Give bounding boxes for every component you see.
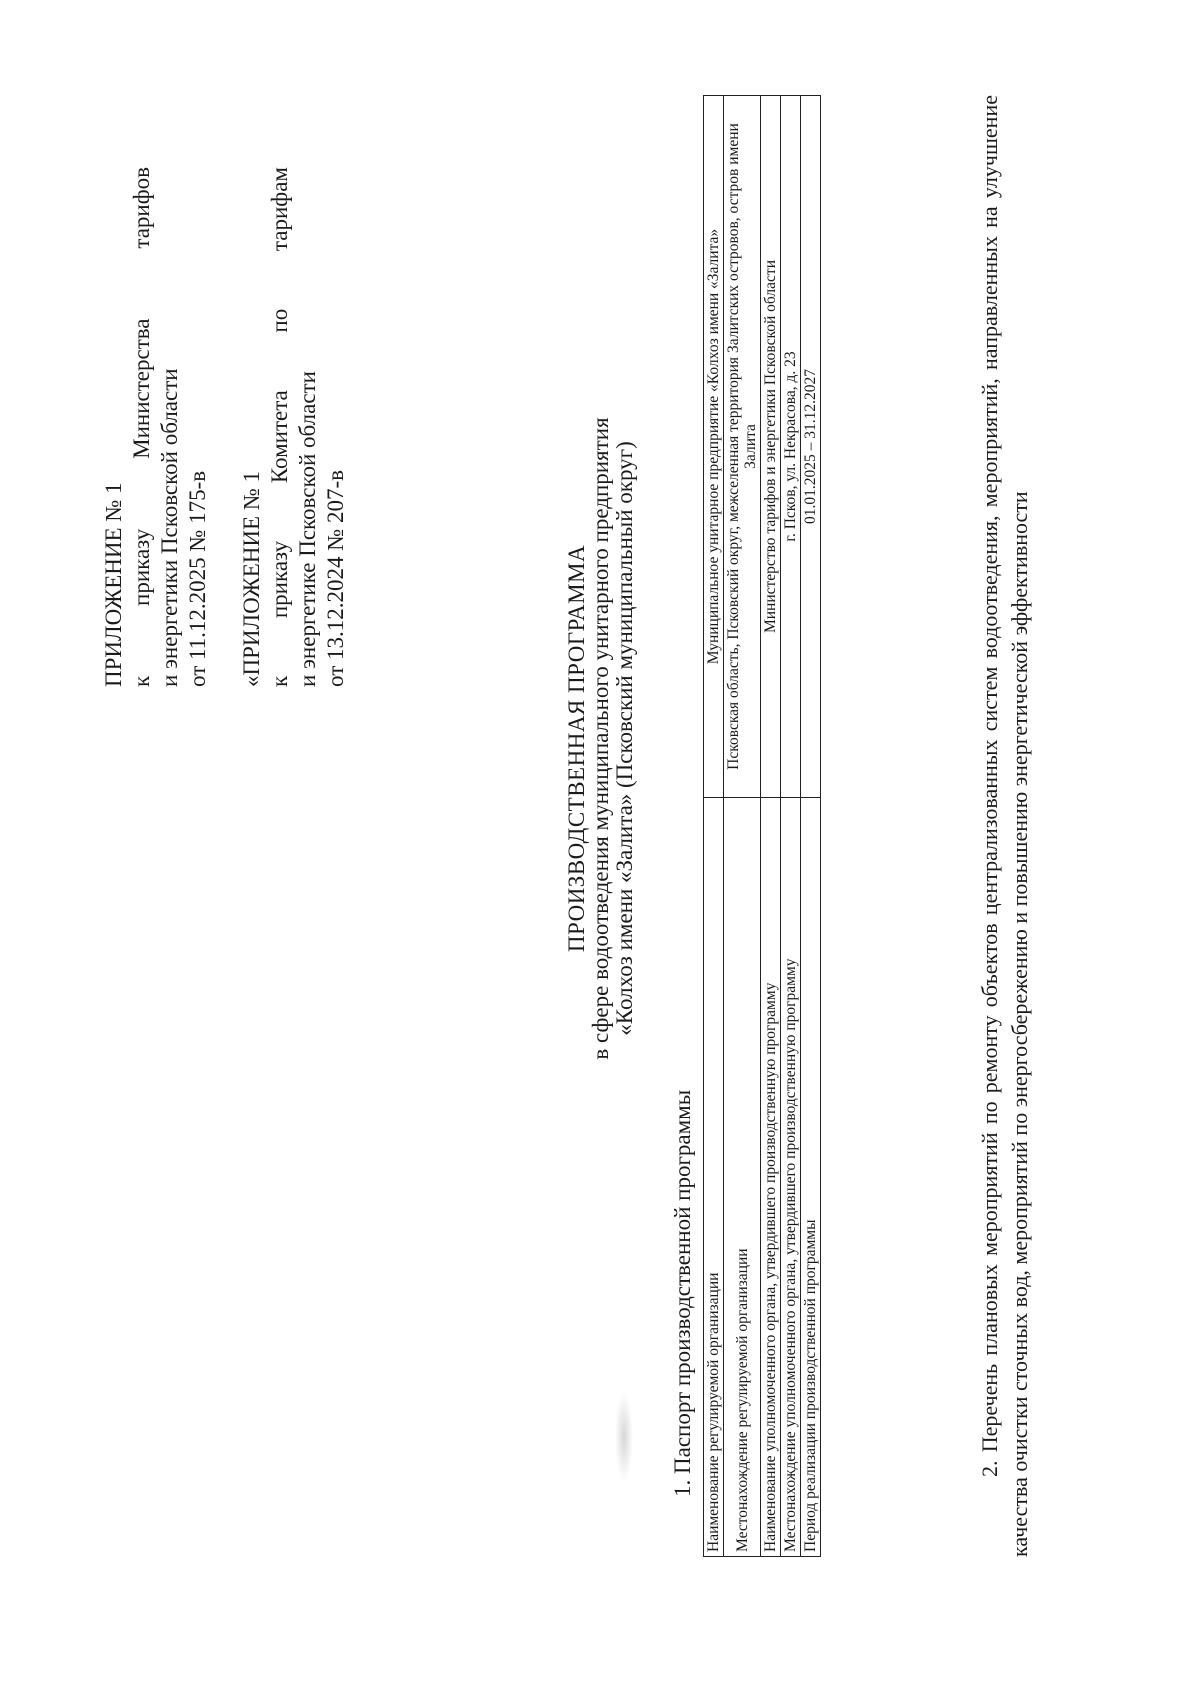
table-cell-value: 01.01.2025 – 31.12.2027 bbox=[801, 96, 821, 798]
table-row bbox=[704, 96, 724, 1557]
previous-appendix-authority: и энергетике Псковской области bbox=[295, 371, 320, 687]
appendix-order-line bbox=[128, 167, 156, 687]
appendix-word: по bbox=[267, 308, 292, 333]
previous-appendix-title: «ПРИЛОЖЕНИЕ № 1 bbox=[239, 470, 264, 687]
section1-heading: 1. Паспорт производственной программы bbox=[670, 1089, 695, 1497]
section2-paragraph bbox=[975, 95, 1035, 1557]
previous-appendix-date: от 13.12.2024 № 207-в bbox=[323, 470, 348, 687]
table-cell-key: Наименование регулируемой организации bbox=[704, 798, 724, 1557]
table-cell-key: Период реализации производственной программы bbox=[801, 798, 821, 1557]
table-cell-key: Наименование уполномоченного органа, утвердившего производственную программу bbox=[761, 798, 781, 1557]
appendix-word: Министерства bbox=[129, 318, 154, 459]
program-organization: «Колхоз имени «Залита» (Псковский муниципальный округ) bbox=[612, 441, 637, 1036]
passport-table bbox=[703, 95, 821, 1557]
section2-text: 2. Перечень плановых мероприятий по ремонту объектов централизованных систем водоотведения, мероприятий, направленных на улучшение качества очистки сточных вод, мероприятий по энергосбережению и повышению энергетической эффективности bbox=[977, 95, 1032, 1557]
appendix-title: ПРИЛОЖЕНИЕ № 1 bbox=[101, 482, 126, 687]
table-row bbox=[801, 96, 821, 1557]
appendix-word: к bbox=[129, 675, 154, 687]
appendix-word: приказу bbox=[129, 528, 154, 606]
table-cell-value: Министерство тарифов и энергетики Псковской области bbox=[761, 96, 781, 798]
appendix-word: Комитета bbox=[267, 390, 292, 484]
appendix-word: тарифам bbox=[267, 167, 292, 252]
table-row bbox=[781, 96, 801, 1557]
appendix-word: к bbox=[267, 675, 292, 687]
table-row bbox=[724, 96, 761, 1557]
table-cell-key: Местонахождение регулируемой организации bbox=[724, 798, 761, 1557]
appendix-word: тарифов bbox=[129, 167, 154, 249]
previous-appendix-order-line bbox=[266, 167, 294, 687]
appendix-word: приказу bbox=[267, 540, 292, 619]
table-cell-value: Псковская область, Псковский округ, межселенная территория Залитских островов, остров имени Залита bbox=[724, 96, 761, 798]
appendix-authority: и энергетики Псковской области bbox=[157, 368, 182, 687]
program-subtitle: в сфере водоотведения муниципального унитарного предприятия bbox=[588, 417, 613, 1060]
appendix-date: от 11.12.2025 № 175-в bbox=[185, 470, 210, 687]
table-cell-key: Местонахождение уполномоченного органа, утвердившего производственную программу bbox=[781, 798, 801, 1557]
program-heading: ПРОИЗВОДСТВЕННАЯ ПРОГРАММА bbox=[564, 544, 589, 953]
table-row bbox=[761, 96, 781, 1557]
appendix-block bbox=[100, 167, 350, 687]
table-cell-value: Муниципальное унитарное предприятие «Колхоз имени «Залита» bbox=[704, 96, 724, 798]
table-cell-value: г. Псков, ул. Некрасова, д. 23 bbox=[781, 96, 801, 798]
scan-smudge bbox=[615, 1392, 633, 1482]
